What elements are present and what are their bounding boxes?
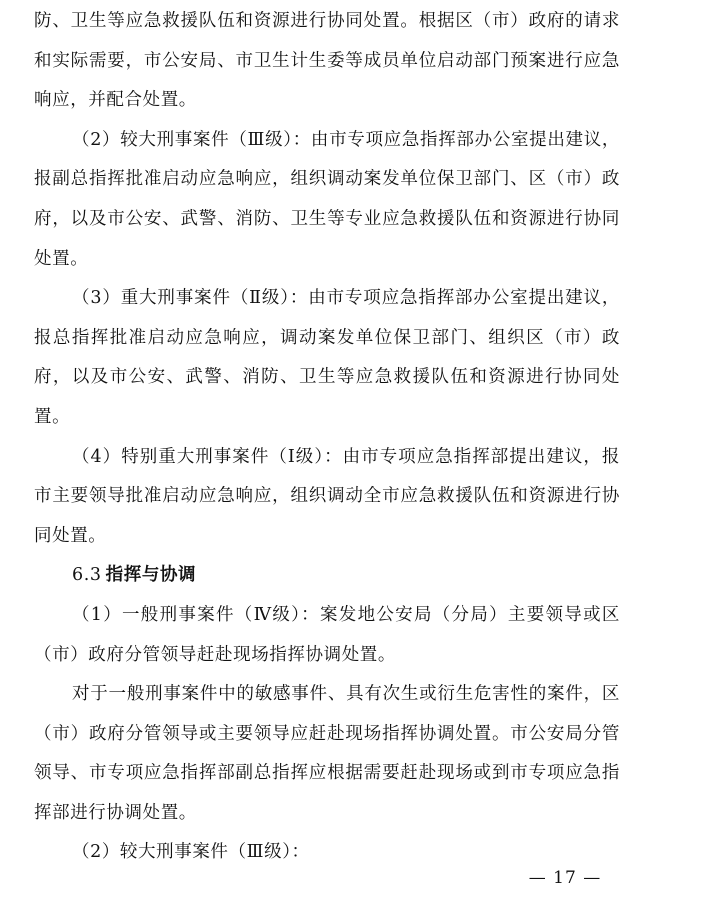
paragraph-level-2-response: （3）重大刑事案件（Ⅱ级）：由市专项应急指挥部办公室提出建议，报总指挥批准启动应急响应，调动案发单位保卫部门、组织区（市）政府，以及市公安、武警、消防、卫生等应急救援队伍和资源进行协同处置。 [34,288,620,427]
page-number: — 17 — [528,868,602,888]
paragraph-level-1-response: （4）特别重大刑事案件（Ⅰ级）：由市专项应急指挥部提出建议，报市主要领导批准启动应急响应，组织调动全市应急救援队伍和资源进行协同处置。 [34,446,620,546]
paragraph-level-4-command: （1）一般刑事案件（Ⅳ级）：案发地公安局（分局）主要领导或区（市）政府分管领导赶赴现场指挥协调处置。 [34,604,620,665]
paragraph-level-3-response: （2）较大刑事案件（Ⅲ级）：由市专项应急指挥部办公室提出建议，报副总指挥批准启动应急响应，组织调动案发单位保卫部门、区（市）政府，以及市公安、武警、消防、卫生等专业应急救援队伍和资源进行协同处置。 [34,129,620,269]
section-heading [34,556,620,596]
paragraph-continuation: 防、卫生等应急救援队伍和资源进行协同处置。根据区（市）政府的请求和实际需要，市公安局、市卫生计生委等成员单位启动部门预案进行应急响应，并配合处置。 [34,11,620,111]
section-title: 指挥与协调 [105,565,197,586]
paragraph-level-3-command: （2）较大刑事案件（Ⅲ级）： [72,842,310,863]
section-number: 6.3 [72,565,102,586]
paragraph-sensitive-cases: 对于一般刑事案件中的敏感事件、具有次生或衍生危害性的案件，区（市）政府分管领导或主要领导应赶赴现场指挥协调处置。市公安局分管领导、市专项应急指挥部副总指挥应根据需要赶赴现场或到市专项应急指挥部进行协调处置。 [34,684,620,823]
document-body [34,2,620,873]
